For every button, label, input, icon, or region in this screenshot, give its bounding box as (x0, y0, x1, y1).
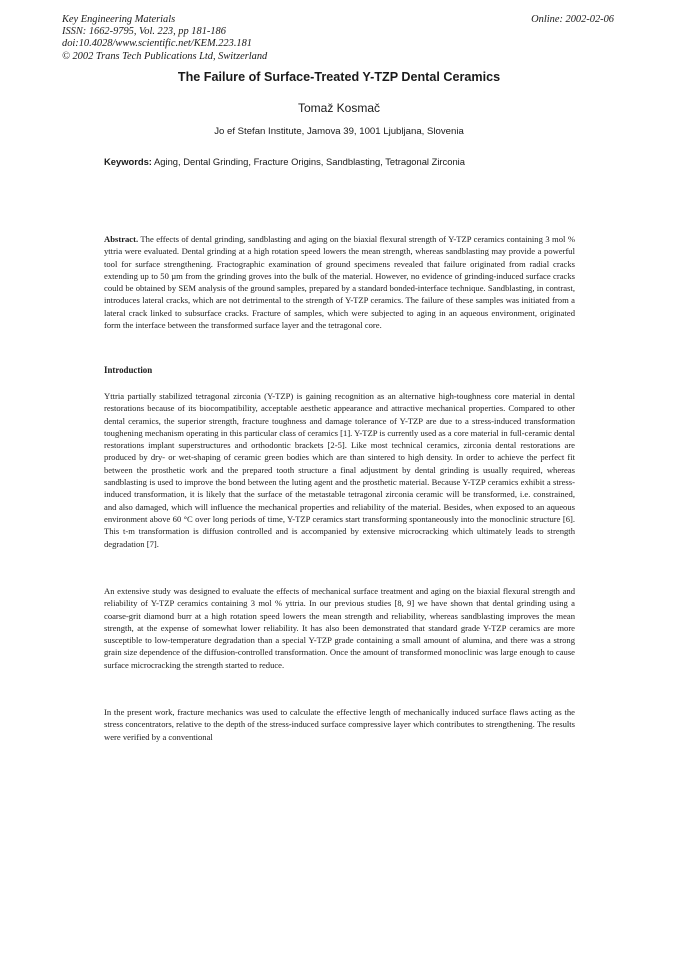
journal-header (62, 14, 267, 63)
keywords-list: Aging, Dental Grinding, Fracture Origins, Sandblasting, Tetragonal Zirconia (154, 156, 465, 167)
abstract (104, 233, 575, 331)
introduction-paragraph-1: Yttria partially stabilized tetragonal zirconia (Y-TZP) is gaining recognition as an alternative high-toughness core material in dental restorations because of its biocompatibility, acceptable aesthetic appearance and attractive mechanical properties. Compared to other dental ceramics, the superior strength, fracture toughness and damage tolerance of Y-TZP are due to a stress-induced transformation toughening mechanism operating in this particular class of ceramics [1]. Y-TZP is currently used as a core material in full-ceramic dental restorations implant superstructures and orthodontic brackets [2-5]. Like most technical ceramics, zirconia dental restorations are produced by dry- or wet-shaping of ceramic green bodies which are than sintered to high density. In order to achieve the perfect fit between the prosthetic work and the prepared tooth structure a final adjustment by dental grinding is usually required, whereas sandblasting is used to improve the bond between the luting agent and the prosthetic material. Because Y-TZP ceramics exhibit a stress-induced transformation, it is likely that the surface of the metastable tetragonal zirconia ceramic will be transformed, i.e. constrained, and also damaged, which will influence the mechanical properties and reliability of the material. Besides, when exposed to an aqueous environment above 60 °C over long periods of time, Y-TZP ceramics start transforming spontaneously into the monoclinic structure [6]. This t-m transformation is diffusion controlled and is accompanied by extensive microcracking which ultimately leads to strength degradation [7]. (104, 391, 575, 549)
doi-line: doi:10.4028/www.scientific.net/KEM.223.181 (62, 38, 252, 50)
paper-title: The Failure of Surface-Treated Y-TZP Dental Ceramics (177, 70, 501, 84)
abstract-text: The effects of dental grinding, sandblasting and aging on the biaxial flexural strength of Y-TZP ceramics containing 3 mol % yttria were evaluated. Dental grinding at a high rotation speed lowers the mean strength, whereas sandblasting may provide a powerful tool for surface strengthening. Fractographic examination of ground specimens revealed that failure originated from radial cracks extending up to 50 µm from the grinding groves into the bulk of the material. However, no evidence of grinding-induced surface cracks could be obtained by SEM analysis of the ground samples, prepared by a standard bonded-interface technique. Sandblasting, in contrast, introduces lateral cracks, which are not detrimental to the strength of Y-TZP ceramics. The failure of these samples was initiated from a lateral crack linked to subsurface cracks. Fracture of samples, which were subjected to aging in an aqueous environment, originated form the interface between the transformed surface layer and the tetragonal core. (104, 234, 576, 331)
journal-name: Key Engineering Materials (62, 14, 176, 25)
issn-line: ISSN: 1662-9795, Vol. 223, pp 181-186 (62, 26, 226, 38)
keywords-line (104, 156, 465, 167)
introduction-paragraph-2: An extensive study was designed to evaluate the effects of mechanical surface treatment and aging on the biaxial flexural strength and reliability of Y-TZP ceramics containing 3 mol % yttria. In our previous studies [8, 9] we have shown that dental grinding using a coarse-grit diamond burr at a high rotation speed lowers the mean strength and reliability, whereas sandblasting improves the mean strength, at the expense of somewhat lower reliability. It has also been demonstrated that standard grade Y-TZP ceramics are more susceptible to low-temperature degradation than a special Y-TZP grade containing a small amount of alumina, and there was a strong grain size dependence of the diffusion-controlled transformation. Once the amount of transformed monoclinic was large enough to cause surface microcracking the strength started to reduce. (104, 586, 575, 670)
keywords-label: Keywords: (104, 156, 152, 167)
copyright-line: © 2002 Trans Tech Publications Ltd, Switzerland (62, 50, 268, 62)
author-affiliation: Jo ef Stefan Institute, Jamova 39, 1001 Ljubljana, Slovenia (214, 126, 464, 137)
introduction-heading: Introduction (104, 365, 153, 375)
online-date: Online: 2002-02-06 (531, 14, 614, 25)
introduction-paragraph-3: In the present work, fracture mechanics was used to calculate the effective length of mechanically induced surface flaws acting as the stress concentrators, relative to the depth of the stress-induced surface compressive layer which contributes to strengthening. The results were verified by a conventional (104, 707, 575, 742)
abstract-label: Abstract. (104, 234, 139, 244)
paper-author: Tomaž Kosmač (297, 101, 381, 115)
